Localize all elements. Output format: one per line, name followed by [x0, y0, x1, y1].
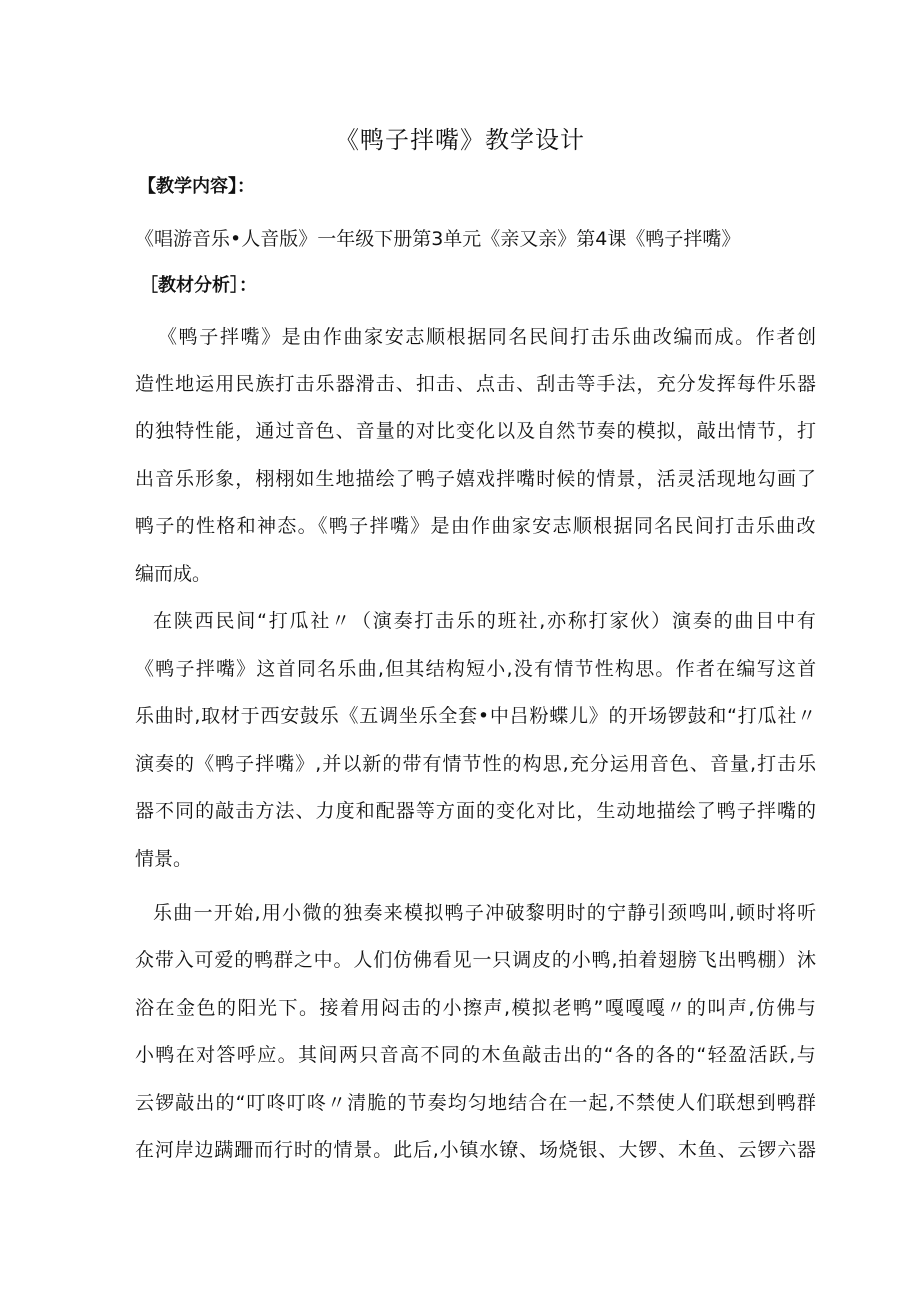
document-title: 《鸭子拌嘴》教学设计	[335, 126, 585, 154]
paragraph2-line: 情景。	[135, 848, 193, 870]
paragraph3-line: 浴在金色的阳光下。接着用闷击的小擦声,模拟老鸭”嘎嘎嘎〃的叫声,仿佛与	[135, 997, 818, 1019]
paragraph1-line: 鸭子的性格和神态。《鸭子拌嘴》是由作曲家安志顺根据同名民间打击乐曲改	[135, 515, 817, 537]
material-analysis-heading: ［教材分析］：	[140, 275, 257, 296]
paragraph1-line: 造性地运用民族打击乐器滑击、扣击、点击、刮击等手法，充分发挥每件乐器	[135, 373, 818, 395]
paragraph1-line: 《鸭子拌嘴》是由作曲家安志顺根据同名民间打击乐曲改编而成。作者创	[158, 326, 818, 348]
paragraph3-line: 云锣敲出的“叮咚叮咚〃清脆的节奏均匀地结合在一起,不禁使人们联想到鸭群	[135, 1092, 818, 1114]
teaching-content-heading: 【教学内容】：	[138, 176, 255, 197]
paragraph3-line: 乐曲一开始,用小微的独奏来模拟鸭子冲破黎明时的宁静引颈鸣叫,顿时将听	[153, 902, 818, 924]
paragraph1-line: 出音乐形象，栩栩如生地描绘了鸭子嬉戏拌嘴时候的情景，活灵活现地勾画了	[135, 468, 818, 490]
paragraph3-line: 众带入可爱的鸭群之中。人们仿佛看见一只调皮的小鸭,拍着翅膀飞出鸭棚）沐	[135, 949, 817, 971]
paragraph3-line: 在河岸边蹒跚而行时的情景。此后,小镇水镣、场烧银、大锣、木鱼、云锣六器	[135, 1139, 817, 1161]
teaching-content-line: 《唱游音乐•人音版》一年级下册第3单元《亲又亲》第4课《鸭子拌嘴》	[135, 228, 741, 250]
paragraph3-line: 小鸭在对答呼应。其间两只音高不同的木鱼敲击出的“各的各的“轻盈活跃,与	[135, 1044, 818, 1066]
paragraph2-line: 乐曲时,取材于西安鼓乐《五调坐乐全套•中吕粉蝶儿》的开场锣鼓和“打瓜社〃	[135, 705, 817, 727]
paragraph1-line: 的独特性能，通过音色、音量的对比变化以及自然节奏的模拟，敲出情节，打	[135, 420, 818, 442]
paragraph2-line: 在陕西民间“打瓜社〃（演奏打击乐的班社,亦称打家伙）演奏的曲目中有	[153, 610, 818, 632]
paragraph1-line: 编而成。	[135, 563, 212, 585]
paragraph2-line: 《鸭子拌嘴》这首同名乐曲,但其结构短小,没有情节性构思。作者在编写这首	[135, 658, 818, 680]
paragraph2-line: 演奏的《鸭子拌嘴》,并以新的带有情节性的构思,充分运用音色、音量,打击乐	[135, 753, 818, 775]
paragraph2-line: 器不同的敲击方法、力度和配器等方面的变化对比，生动地描绘了鸭子拌嘴的	[135, 800, 818, 822]
